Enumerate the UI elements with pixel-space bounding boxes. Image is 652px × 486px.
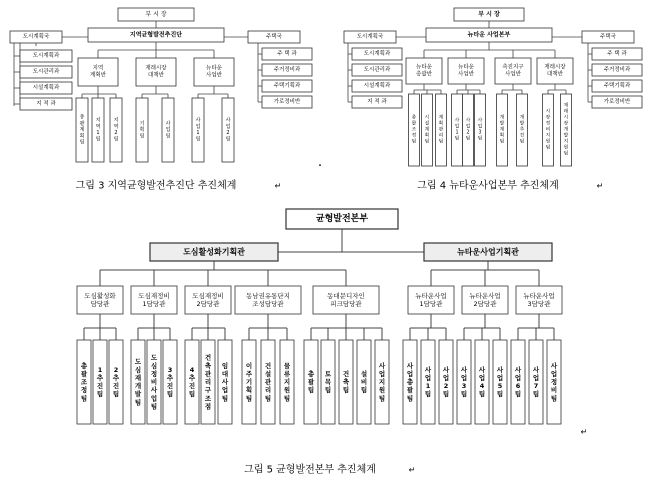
fig3-team-label: 지 역 1 팀 (95, 117, 101, 143)
fig5-team-label: 임 대 사 업 팀 (221, 361, 229, 403)
fig5-office-label: 도심재정비 1담당관 (138, 292, 170, 308)
fig3-right-item-label: 가로정비반 (273, 99, 301, 105)
fig5-team-label: 3 추 진 팀 (166, 365, 174, 399)
fig5-office-label: 동남권유통단지 조성담당관 (246, 292, 290, 308)
fig3-right-item-label: 주거정비과 (273, 67, 301, 73)
fig5-team-label: 사 업 2 팀 (442, 365, 450, 399)
fig3-top-label: 부 시 장 (145, 11, 167, 18)
fig5-office-label: 뉴타운사업 3담당관 (523, 292, 555, 308)
fig4-sub-label: 촉진지구 사업반 (502, 64, 524, 78)
fig4-left-root-label: 도시계획국 (356, 34, 384, 40)
fig4-left-item-label: 시설계획과 (363, 83, 391, 89)
fig5-team-label: 토 목 팀 (324, 369, 332, 395)
fig4-team-label: 시 장 정 비 지 원 팀 (545, 109, 551, 151)
fig3-team-label: 사 업 2 팀 (225, 117, 231, 143)
fig4-team-label: 개 발 계 획 팀 (499, 115, 505, 145)
fig5-team-label: 사 업 정 비 팀 (550, 361, 558, 403)
fig5-team-label: 1 추 진 팀 (96, 365, 104, 399)
fig5-team-label: 건 설 관 리 팀 (264, 361, 272, 403)
fig4-right-item-label: 주거정비과 (603, 67, 631, 73)
fig3-sub-label: 뉴타운 사업반 (206, 65, 222, 79)
fig5-office-label: 도심활성화 담당관 (84, 292, 116, 308)
fig4-right-item-label: 주 택 과 (607, 51, 627, 57)
fig5-caption: 그림 5 균형발전본부 추진체계 (244, 464, 376, 476)
fig5-right-head-label: 뉴타운사업기획관 (457, 247, 519, 257)
fig4-left-item-label: 도시계획과 (363, 51, 391, 57)
fig5-team-label: 건 축 팀 (342, 369, 350, 395)
fig3-dot-mark: • (318, 162, 322, 170)
fig5-top-label: 균형발전본부 (315, 214, 369, 224)
fig4-sub-label: 뉴타운 총괄반 (416, 64, 432, 78)
fig4-team-label: 개 발 추 진 팀 (519, 115, 525, 145)
fig4-team-label: 사 업 3 팀 (477, 118, 483, 142)
fig3-right-root-label: 주택국 (266, 34, 282, 40)
fig3-left-item-label: 지 적 과 (36, 101, 56, 107)
fig5-office-label: 뉴타운사업 1담당관 (415, 292, 447, 308)
fig4-left-item-label: 도시관리과 (363, 67, 391, 73)
fig5-return-mark: ↵ (408, 465, 416, 475)
fig4-sub-label: 재래시장 대책반 (544, 64, 566, 78)
fig3-team-label: 사 업 팀 (165, 120, 171, 140)
fig3-return-mark: ↵ (274, 181, 282, 191)
fig3-left-root-label: 도시계획국 (22, 34, 50, 40)
fig4-left-item-label: 지 적 과 (367, 99, 387, 105)
fig3-team-label: 기 획 팀 (139, 120, 145, 140)
fig5-team-label: 사 업 5 팀 (496, 365, 504, 399)
fig5-office-label: 도심재정비 2담당관 (192, 292, 224, 308)
fig5-left-head-label: 도심활성화기획관 (183, 247, 245, 257)
fig5-team-label: 2 추 진 팀 (112, 365, 120, 399)
fig5-team-label: 사 업 총 괄 팀 (406, 361, 414, 403)
fig4-team-label: 사 업 2 팀 (465, 118, 471, 142)
fig4-right-item-label: 가로정비반 (603, 99, 631, 105)
fig5-team-label: 총 괄 조 정 팀 (80, 361, 88, 403)
fig5-team-label: 사 업 7 팀 (532, 365, 540, 399)
fig3-left-item-label: 도시관리과 (32, 69, 60, 75)
fig4-right-root-label: 주택국 (600, 34, 616, 40)
fig5-team-label: 사 업 6 팀 (514, 365, 522, 399)
fig3-team-label: 사 업 1 팀 (195, 117, 201, 143)
fig3-left-item-label: 시설계획과 (32, 85, 60, 91)
fig4-right-item-label: 주택기획과 (603, 83, 631, 89)
fig5-team-label: 총 괄 팀 (307, 369, 315, 395)
fig3-team-label: 지 역 2 팀 (113, 117, 119, 143)
fig5-office-label: 동대문디자인 피크담당관 (327, 292, 365, 308)
fig4-main-label: 뉴타운 사업본부 (467, 31, 511, 39)
fig5-team-label: 건 축 관 리 구 조 점 (204, 353, 212, 411)
fig5-team-label: 사 업 지 원 팀 (378, 361, 386, 403)
fig5-team-label: 도 심 재 개 발 팀 (134, 357, 142, 407)
fig3-right-item-label: 주택기획과 (273, 83, 301, 89)
fig3-right-item-label: 주 택 과 (277, 51, 297, 57)
fig4-return-mark: ↵ (596, 181, 604, 191)
fig3-sub-label: 지역 계획반 (90, 65, 106, 79)
fig3-caption: 그림 3 지역균형발전추진단 추진체계 (75, 180, 237, 192)
fig5-office-label: 뉴타운사업 2담당관 (469, 292, 501, 308)
fig3-main-label: 지역균형발전추진단 (129, 31, 183, 39)
fig5-team-label: 4 추 진 팀 (188, 365, 196, 399)
fig4-team-label: 재 래 시 장 개 발 지 원 팀 (563, 103, 569, 157)
fig4-team-label: 계 획 관 리 팀 (438, 115, 444, 145)
fig5-team-label: 이 주 기 획 팀 (245, 361, 253, 403)
fig5-team-label: 사 업 1 팀 (424, 365, 432, 399)
fig4-sub-label: 뉴타운 사업반 (458, 64, 474, 78)
fig4-caption: 그림 4 뉴타운사업본부 추진체계 (417, 180, 559, 192)
fig5-team-label: 물 류 지 원 팀 (283, 361, 291, 403)
fig4-team-label: 총 괄 조 정 팀 (411, 115, 417, 145)
fig3-team-label: 총 괄 계 획 팀 (79, 114, 85, 146)
fig4-top-label: 부 시 장 (478, 11, 500, 18)
fig5-team-label: 도 심 정 비 사 업 팀 (150, 353, 158, 411)
fig5-return-mark-2: ↵ (580, 427, 588, 437)
fig4-team-label: 사 업 1 팀 (454, 118, 460, 142)
fig4-team-label: 시 설 계 획 팀 (424, 115, 430, 145)
fig5-team-label: 사 업 3 팀 (460, 365, 468, 399)
fig3-left-item-label: 도시계획과 (32, 53, 60, 59)
fig5-team-label: 설 비 팀 (360, 369, 368, 395)
fig3-sub-label: 재래시장 대책반 (145, 65, 167, 79)
fig5-team-label: 사 업 4 팀 (478, 365, 486, 399)
